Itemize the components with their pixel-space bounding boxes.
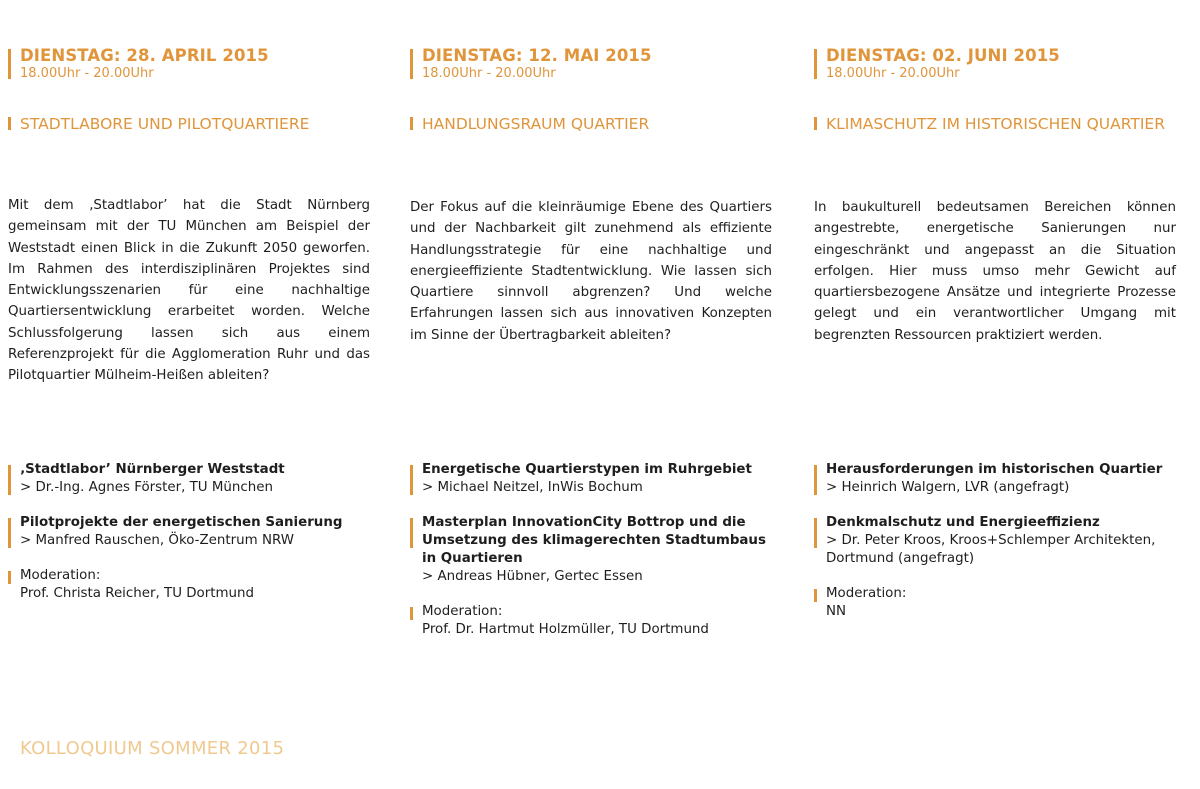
- moderator-name: Prof. Dr. Hartmut Holzmüller, TU Dortmund: [422, 622, 709, 637]
- event-title: STADTLABORE UND PILOTQUARTIERE: [20, 115, 310, 133]
- moderation-label: Moderation:: [20, 568, 101, 583]
- footer-series-title: KOLLOQUIUM SOMMER 2015: [20, 738, 285, 759]
- talk-list: [814, 461, 1176, 621]
- event-column-april: [8, 0, 370, 700]
- event-title-block: [814, 114, 1176, 134]
- talk-speaker: > Heinrich Walgern, LVR (angefragt): [826, 480, 1070, 495]
- talk-title: ‚Stadtlabor’ Nürnberger Weststadt: [20, 462, 285, 477]
- event-date: DIENSTAG: 28. APRIL 2015: [20, 46, 269, 65]
- talk-list: [410, 461, 772, 639]
- event-date: DIENSTAG: 02. JUNI 2015: [826, 46, 1060, 65]
- event-date: DIENSTAG: 12. MAI 2015: [422, 46, 652, 65]
- talk-speaker: > Andreas Hübner, Gertec Essen: [422, 569, 643, 584]
- talk-item: [814, 461, 1176, 497]
- talk-item: [8, 514, 370, 550]
- event-date-block: [410, 46, 772, 82]
- event-time: 18.00Uhr - 20.00Uhr: [826, 66, 960, 81]
- event-time: 18.00Uhr - 20.00Uhr: [20, 66, 154, 81]
- moderation-block: [814, 585, 1176, 621]
- talk-title: Herausforderungen im historischen Quartier: [826, 462, 1163, 477]
- talk-title: Pilotprojekte der energetischen Sanierung: [20, 515, 343, 530]
- moderation-label: Moderation:: [826, 586, 907, 601]
- event-title: HANDLUNGSRAUM QUARTIER: [422, 115, 650, 133]
- talk-speaker: > Michael Neitzel, InWis Bochum: [422, 480, 643, 495]
- talk-list: [8, 461, 370, 603]
- moderator-name: NN: [826, 604, 847, 619]
- event-description: Mit dem ‚Stadtlabor’ hat die Stadt Nürnberg gemeinsam mit der TU München am Beispiel der Weststadt einen Blick in die Zukunft 2050 geworfen. Im Rahmen des interdisziplinären Projektes sind Entwicklungsszenarien für eine nachhaltige Quartiersentwicklung erarbeitet worden. Welche Schlussfolgerung lassen sich aus einem Referenzprojekt für die Agglomeration Ruhr und das Pilotquartier Mülheim-Heißen ableiten?: [8, 198, 370, 384]
- event-column-juni: [814, 0, 1176, 700]
- talk-item: [410, 461, 772, 497]
- talk-speaker: > Dr. Peter Kroos, Kroos+Schlemper Architekten, Dortmund (angefragt): [826, 533, 1156, 566]
- event-title-block: [8, 114, 370, 134]
- talk-speaker: > Dr.-Ing. Agnes Förster, TU München: [20, 480, 273, 495]
- event-time: 18.00Uhr - 20.00Uhr: [422, 66, 556, 81]
- event-description: Der Fokus auf die kleinräumige Ebene des Quartiers und der Nachbarkeit gilt zunehmend als effiziente Handlungsstrategie für eine nachhaltige und energieeffiziente Stadtentwicklung. Wie lassen sich Quartiere sinnvoll abgrenzen? Und welche Erfahrungen lassen sich aus innovativen Konzepten im Sinne der Übertragbarkeit ableiten?: [410, 200, 772, 343]
- talk-title: Denkmalschutz und Energieeffizienz: [826, 515, 1100, 530]
- moderation-block: [8, 567, 370, 603]
- moderator-name: Prof. Christa Reicher, TU Dortmund: [20, 586, 255, 601]
- event-title-block: [410, 114, 772, 134]
- event-date-block: [814, 46, 1176, 82]
- moderation-label: Moderation:: [422, 604, 503, 619]
- talk-item: [410, 514, 772, 586]
- event-title: KLIMASCHUTZ IM HISTORISCHEN QUARTIER: [826, 115, 1165, 133]
- talk-title: Masterplan InnovationCity Bottrop und die Umsetzung des klimagerechten Stadtumbaus in Quartieren: [422, 515, 766, 566]
- event-date-block: [8, 46, 370, 82]
- talk-title: Energetische Quartierstypen im Ruhrgebiet: [422, 462, 752, 477]
- talk-speaker: > Manfred Rauschen, Öko-Zentrum NRW: [20, 533, 294, 548]
- event-description: In baukulturell bedeutsamen Bereichen können angestrebte, energetische Sanierungen nur eingeschränkt und angepasst an die Situation erfolgen. Hier muss umso mehr Gewicht auf quartiersbezogene Ansätze und integrierte Prozesse gelegt und ein verantwortlicher Umgang mit begrenzten Ressourcen praktiziert werden.: [814, 200, 1176, 343]
- moderation-block: [410, 603, 772, 639]
- event-column-mai: [410, 0, 772, 700]
- talk-item: [814, 514, 1176, 568]
- talk-item: [8, 461, 370, 497]
